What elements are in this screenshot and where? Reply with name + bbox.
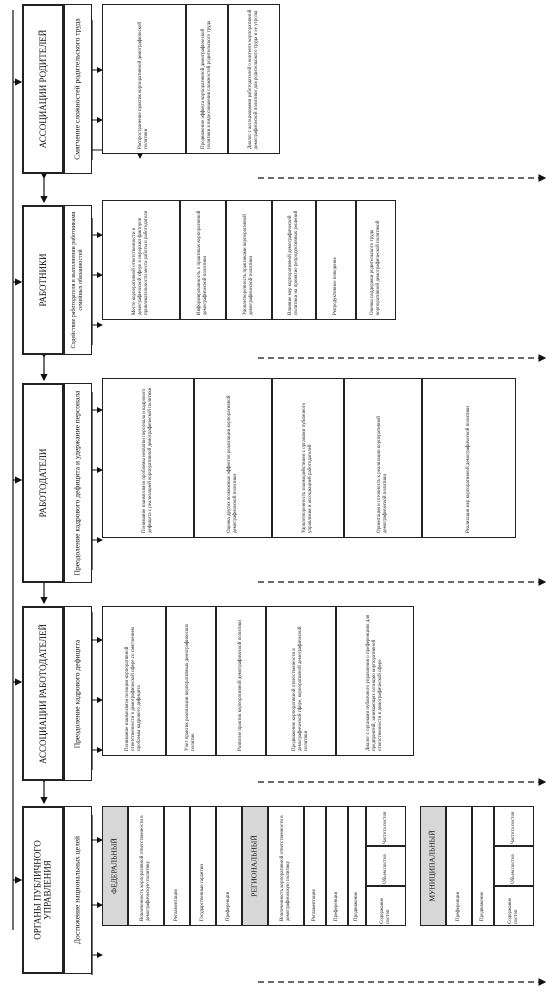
municipal-label: МУНИЦИПАЛЬНЫЙ xyxy=(427,830,437,902)
federal-item-3: Государственные гарантии xyxy=(190,806,216,926)
parents-title-box xyxy=(22,4,64,174)
empassoc-item-1: Понимание взаимосвязи позиции корпоративной ответственности в демографической сфере со смягчением проблемы кадрового дефицита xyxy=(102,606,166,756)
parents-item-3: Диалог с ассоциациями работодателей о контенте корпоративной демографической политики для родительского труда и ее угрозы xyxy=(228,4,280,154)
workers-title: РАБОТНИКИ xyxy=(37,253,48,307)
empassoc-goal: Преодоление кадрового дефицита xyxy=(72,639,82,748)
municipal-item-2: Продвижение xyxy=(472,806,494,926)
workers-item-3: Удовлетворенность практиками корпоративной демографической политики xyxy=(226,200,272,320)
workers-item-5: Репродуктивное поведение xyxy=(316,200,356,320)
federal-label-box xyxy=(102,806,128,926)
regional-subitem-2: Объем постов xyxy=(366,846,406,886)
workers-title-box xyxy=(22,205,64,355)
regional-item-3: Преференции xyxy=(326,806,348,926)
regional-item-1: Вовлеченность корпоративной ответственности в демографическую политику xyxy=(268,806,304,926)
employers-title-box xyxy=(22,383,64,583)
gov-goal-box xyxy=(64,806,92,974)
municipal-subitem-1: Частота постов xyxy=(494,806,534,846)
employers-title: РАБОТОДАТЕЛИ xyxy=(37,448,48,518)
parents-item-1: Распространение практик корпоративной демографической политики xyxy=(102,4,186,154)
workers-item-1: Место корпоративной ответственности в демографической сфере в иерархии факторов привлекательности места работы и работодателя xyxy=(102,200,180,320)
federal-label: ФЕДЕРАЛЬНЫЙ xyxy=(109,838,119,894)
employers-item-5: Реализация мер корпоративной демографической политики xyxy=(422,378,516,538)
gov-goal: Достижение национальных целей xyxy=(72,835,82,945)
empassoc-title-box xyxy=(22,606,64,781)
empassoc-goal-box xyxy=(64,606,92,781)
employers-item-3: Удовлетворенность взаимодействием с органами публичного управления и ассоциацией работодателей xyxy=(272,378,344,538)
parents-goal-box xyxy=(64,4,92,174)
federal-item-4: Преференции xyxy=(216,806,242,926)
regional-label-box xyxy=(242,806,268,926)
workers-goal-box xyxy=(64,205,92,355)
workers-goal: Содействие работодателя в выполнении работниками семейных обязанностей xyxy=(71,211,84,349)
parents-title: АССОЦИАЦИИ РОДИТЕЛЕЙ xyxy=(37,29,48,149)
federal-item-1: Вовлеченность корпоративной ответственности в демографическую политику xyxy=(128,806,164,926)
empassoc-item-4: Продвижение корпоративной ответственности в демографической сфере, корпоративной демографической политики xyxy=(266,606,336,756)
municipal-label-box xyxy=(420,806,446,926)
empassoc-item-5: Диалог с органами публичного управления о преференциях для предприятий, занимающих позицию корпоративной ответственности в демографической сфере xyxy=(336,606,414,756)
employers-goal: Преодоление кадрового дефицита и удержание персонала xyxy=(72,390,82,576)
municipal-subitem-3: Содержание постов xyxy=(494,886,534,926)
regional-subitem-1: Частота постов xyxy=(366,806,406,846)
regional-subitem-3: Содержание постов xyxy=(366,886,406,926)
gov-title-box xyxy=(22,806,64,974)
federal-item-2: Регламентация xyxy=(164,806,190,926)
regional-label: РЕГИОНАЛЬНЫЙ xyxy=(249,835,259,897)
parents-goal: Смягчение сложностей родительского труда xyxy=(72,18,82,160)
employers-item-2: Оценка других возможных эффектов реализации корпоративной демографической политики xyxy=(194,378,272,538)
employers-item-4: Ориентация и готовность к реализации корпоративной демографической политики xyxy=(344,378,422,538)
regional-item-4: Продвижение xyxy=(348,806,366,926)
employers-item-1: Понимание взаимосвязи проблемы нехватки персонала и кадрового дефицита с реализацией корпоративной демографической политики xyxy=(102,378,194,538)
gov-title: ОРГАНЫ ПУБЛИЧНОГО УПРАВЛЕНИЯ xyxy=(32,840,53,940)
workers-item-2: Информированность о практиках корпоративной демографической политики xyxy=(180,200,226,320)
empassoc-item-2: Учет практик реализации корпоративных демографических политик xyxy=(166,606,216,756)
regional-item-2: Регламентация xyxy=(304,806,326,926)
parents-item-2: Продвижение эффекта корпоративной демографической политики в виде снижения сложностей родительского труда xyxy=(186,4,228,154)
municipal-subitem-2: Объем постов xyxy=(494,846,534,886)
municipal-item-1: Преференции xyxy=(446,806,472,926)
workers-item-6: Оценка поддержки родительского труда корпоративной демографической политикой xyxy=(356,200,396,320)
workers-item-4: Влияние мер корпоративной демографической политики на принятие репродуктивных решений xyxy=(272,200,316,320)
employers-goal-box xyxy=(64,383,92,583)
empassoc-title: АССОЦИАЦИИ РАБОТОДАТЕЛЕЙ xyxy=(37,623,48,764)
empassoc-item-3: Развитие практик корпоративной демографической политики xyxy=(216,606,266,756)
